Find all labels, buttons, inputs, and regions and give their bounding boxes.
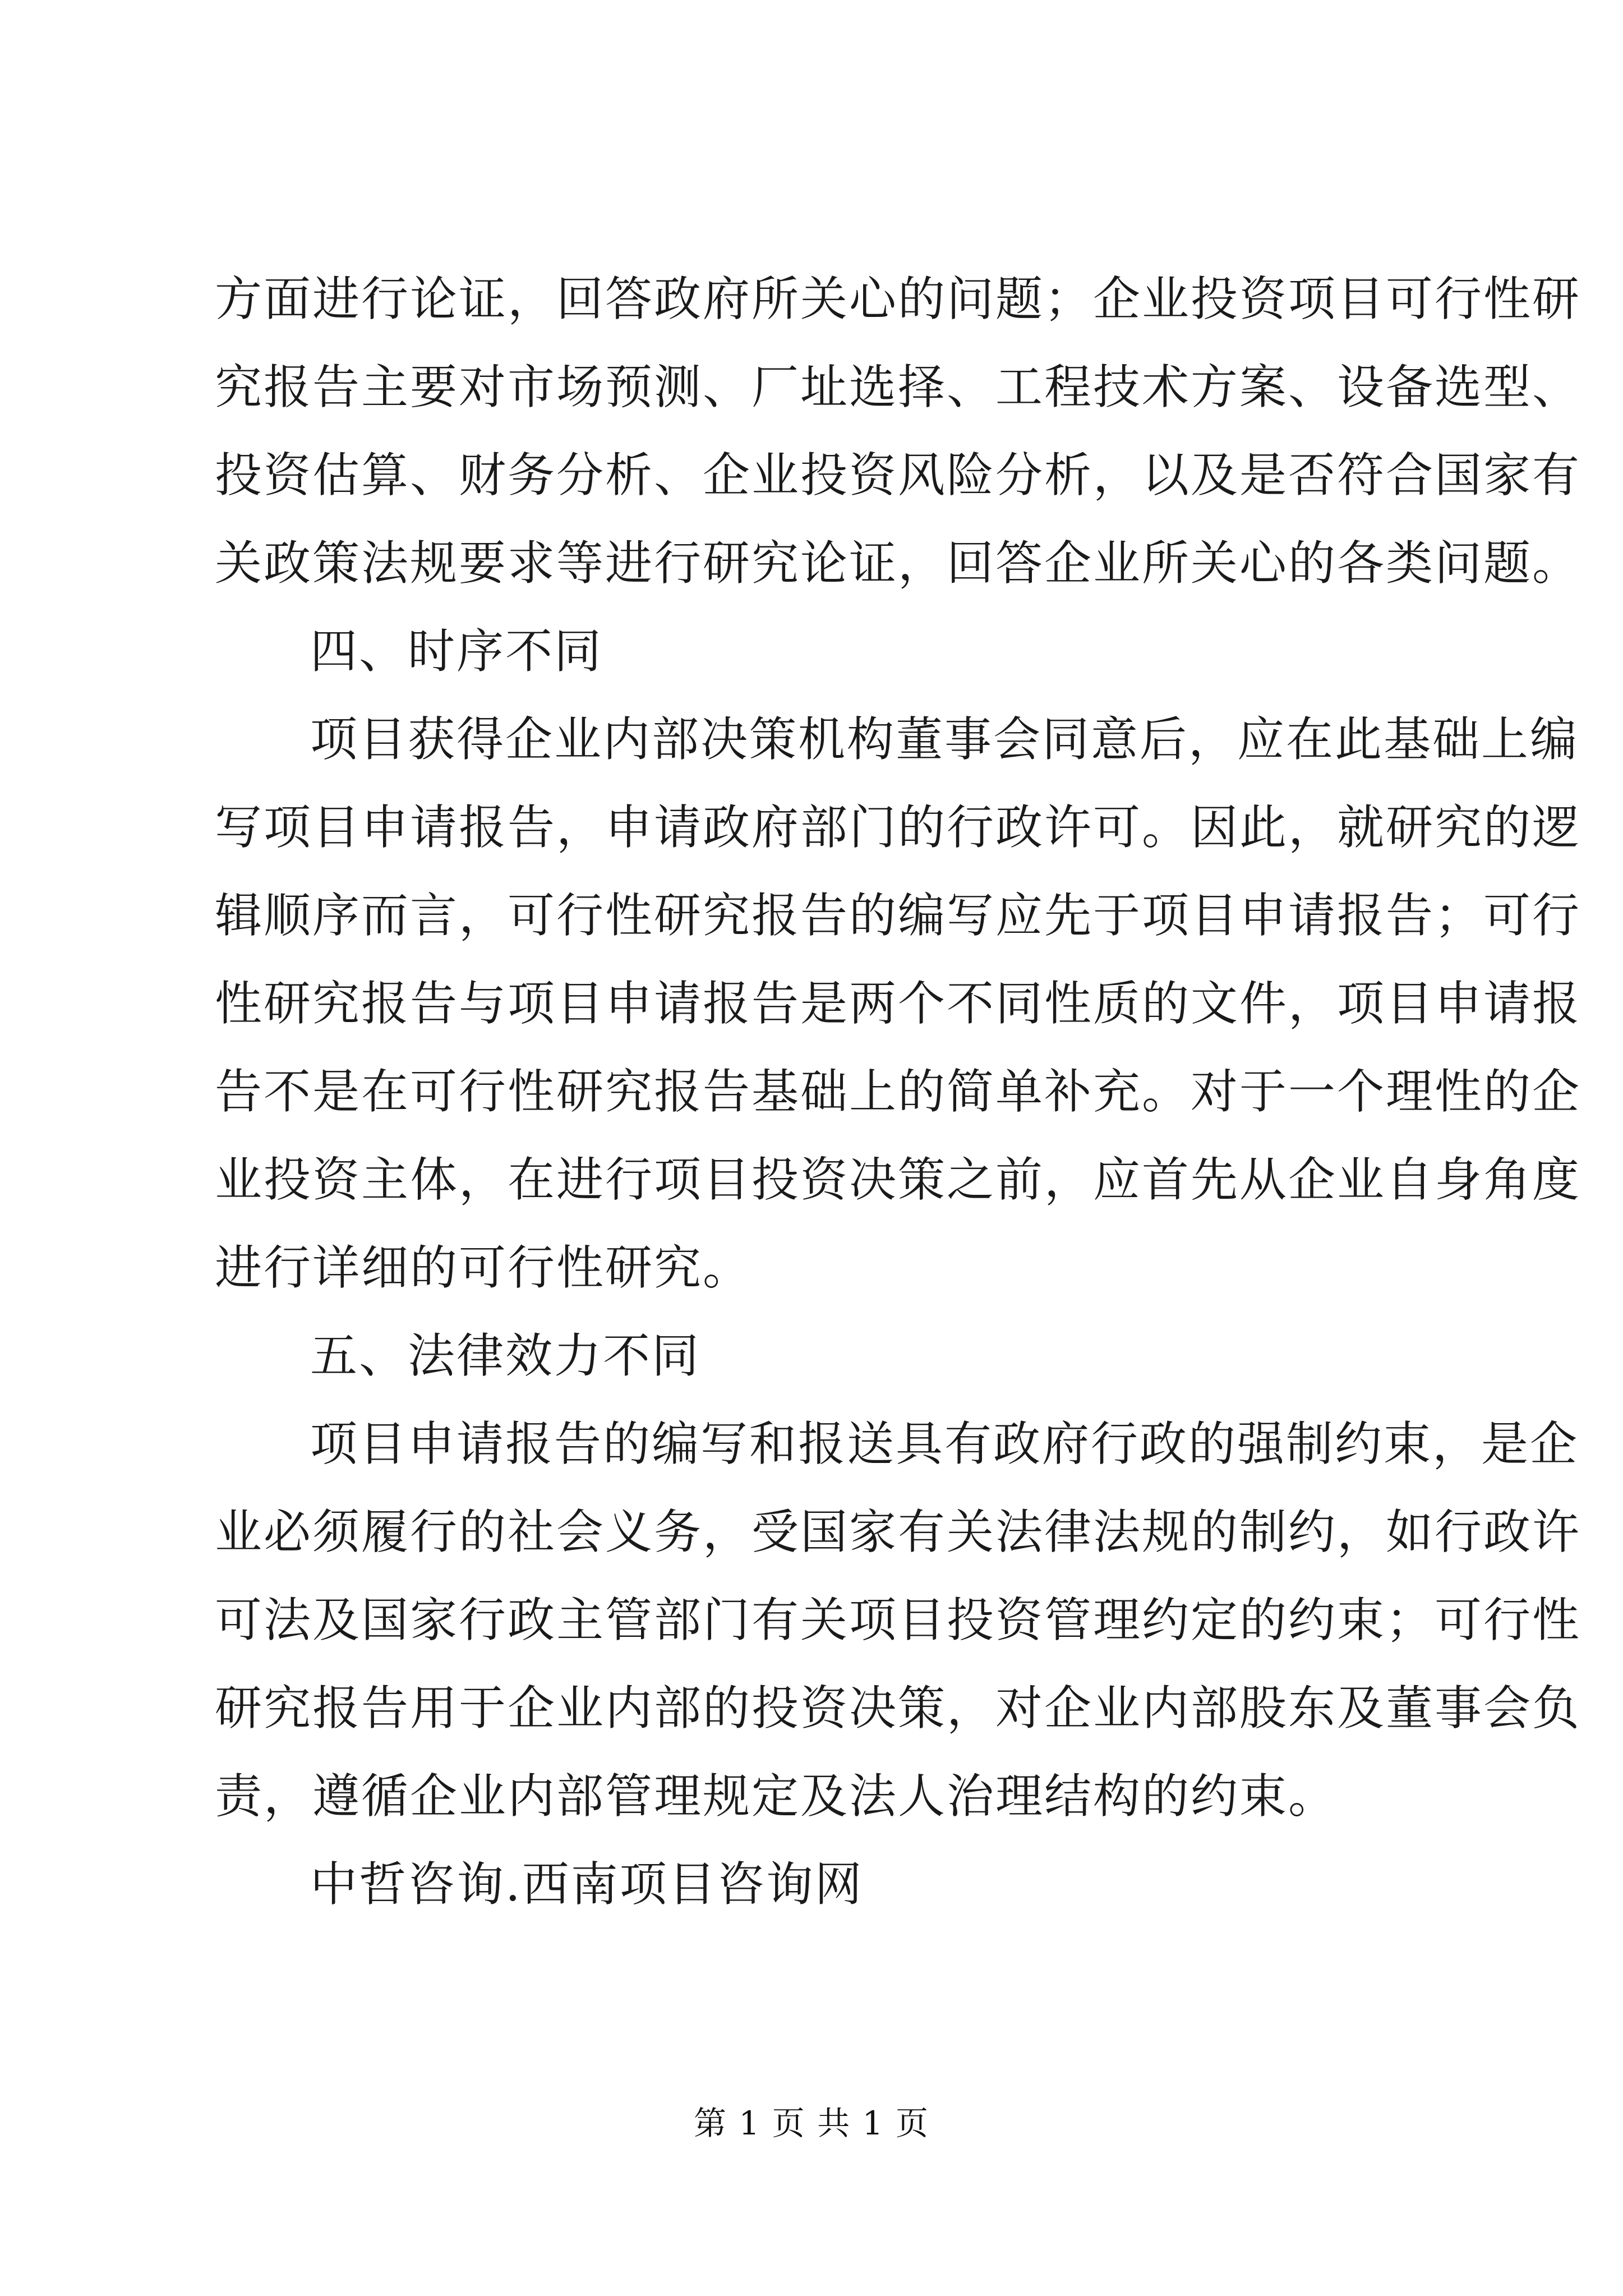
document-body [215,255,1581,1929]
source-attribution: 中哲咨询.西南项目咨询网 [310,1857,864,1912]
section-heading: 五、法律效力不同 [310,1328,701,1383]
body-text-line: 项目申请报告的编写和报送具有政府行政的强制约束，是企 [310,1416,1579,1471]
body-text-line: 研究报告用于企业内部的投资决策，对企业内部股东及董事会负 [215,1681,1581,1736]
body-text-line: 可法及国家行政主管部门有关项目投资管理约定的约束；可行性 [215,1593,1581,1648]
body-text-line: 写项目申请报告，申请政府部门的行政许可。因此，就研究的逻 [215,800,1581,855]
body-text-line: 投资估算、财务分析、企业投资风险分析，以及是否符合国家有 [215,448,1581,503]
body-text-line: 辑顺序而言，可行性研究报告的编写应先于项目申请报告；可行 [215,888,1581,943]
body-text-line: 性研究报告与项目申请报告是两个不同性质的文件，项目申请报 [215,976,1581,1031]
body-text-line: 责，遵循企业内部管理规定及法人治理结构的约束。 [215,1769,1338,1824]
page-footer: 第 1 页 共 1 页 [694,2104,929,2142]
body-text-line: 业必须履行的社会义务，受国家有关法律法规的制约，如行政许 [215,1504,1581,1559]
body-text-line: 告不是在可行性研究报告基础上的简单补充。对于一个理性的企 [215,1064,1581,1119]
body-text-line: 究报告主要对市场预测、厂址选择、工程技术方案、设备选型、 [215,360,1581,415]
body-text-line: 关政策法规要求等进行研究论证，回答企业所关心的各类问题。 [215,536,1581,591]
body-text-line: 方面进行论证，回答政府所关心的问题；企业投资项目可行性研 [215,272,1581,326]
body-text-line: 进行详细的可行性研究。 [215,1240,752,1295]
body-text-line: 业投资主体，在进行项目投资决策之前，应首先从企业自身角度 [215,1152,1581,1207]
body-text-line: 项目获得企业内部决策机构董事会同意后，应在此基础上编 [310,712,1579,767]
section-heading: 四、时序不同 [310,624,603,679]
